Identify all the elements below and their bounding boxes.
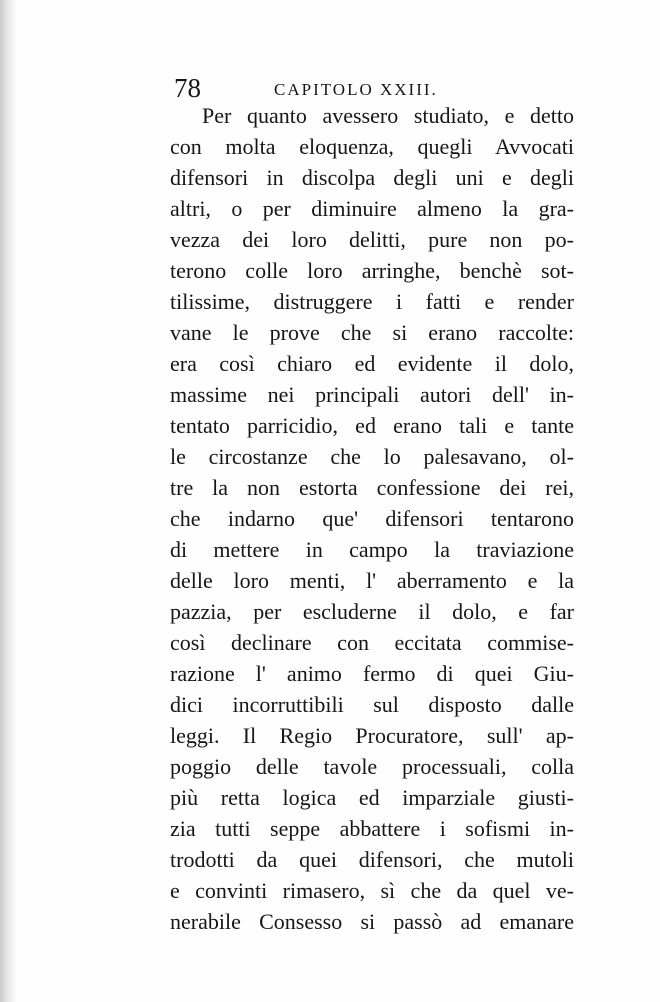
text-line: poggio delle tavole processuali, colla (170, 754, 574, 779)
text-line: le circostanze che lo palesavano, ol- (170, 444, 574, 469)
text-line: difensori in discolpa degli uni e degli (170, 165, 574, 190)
text-line: razione l' animo fermo di quei Giu- (170, 661, 574, 686)
running-head: CAPITOLO XXIII. (274, 80, 438, 99)
text-line: nerabile Consesso si passò ad emanare (170, 909, 574, 934)
text-line: vezza dei loro delitti, pure non po- (170, 227, 574, 252)
body-text (170, 100, 574, 937)
page-binding-edge (0, 0, 16, 1002)
page-number: 78 (174, 73, 201, 103)
text-line: dici incorruttibili sul disposto dalle (170, 692, 574, 717)
text-line: con molta eloquenza, quegli Avvocati (170, 134, 574, 159)
text-line: trodotti da quei difensori, che mutoli (170, 847, 574, 872)
text-line: leggi. Il Regio Procuratore, sull' ap- (170, 723, 574, 748)
text-line: tentato parricidio, ed erano tali e tante (170, 413, 574, 438)
text-line: così declinare con eccitata commise- (170, 630, 574, 655)
text-line: tre la non estorta confessione dei rei, (170, 475, 574, 500)
text-line: di mettere in campo la traviazione (170, 537, 574, 562)
text-line: che indarno que' difensori tentarono (170, 506, 574, 531)
text-line: era così chiaro ed evidente il dolo, (170, 351, 574, 376)
text-line: zia tutti seppe abbattere i sofismi in- (170, 816, 574, 841)
text-line: tilissime, distruggere i fatti e render (170, 289, 574, 314)
text-line: pazzia, per escluderne il dolo, e far (170, 599, 574, 624)
text-line: e convinti rimasero, sì che da quel ve- (170, 878, 574, 903)
text-line: altri, o per diminuire almeno la gra- (170, 196, 574, 221)
text-line: Per quanto avessero studiato, e detto (202, 103, 574, 128)
text-line: vane le prove che si erano raccolte: (170, 320, 574, 345)
text-line: più retta logica ed imparziale giusti- (170, 785, 574, 810)
text-line: delle loro menti, l' aberramento e la (170, 568, 574, 593)
text-line: massime nei principali autori dell' in- (170, 382, 574, 407)
text-line: terono colle loro arringhe, benchè sot- (170, 258, 574, 283)
